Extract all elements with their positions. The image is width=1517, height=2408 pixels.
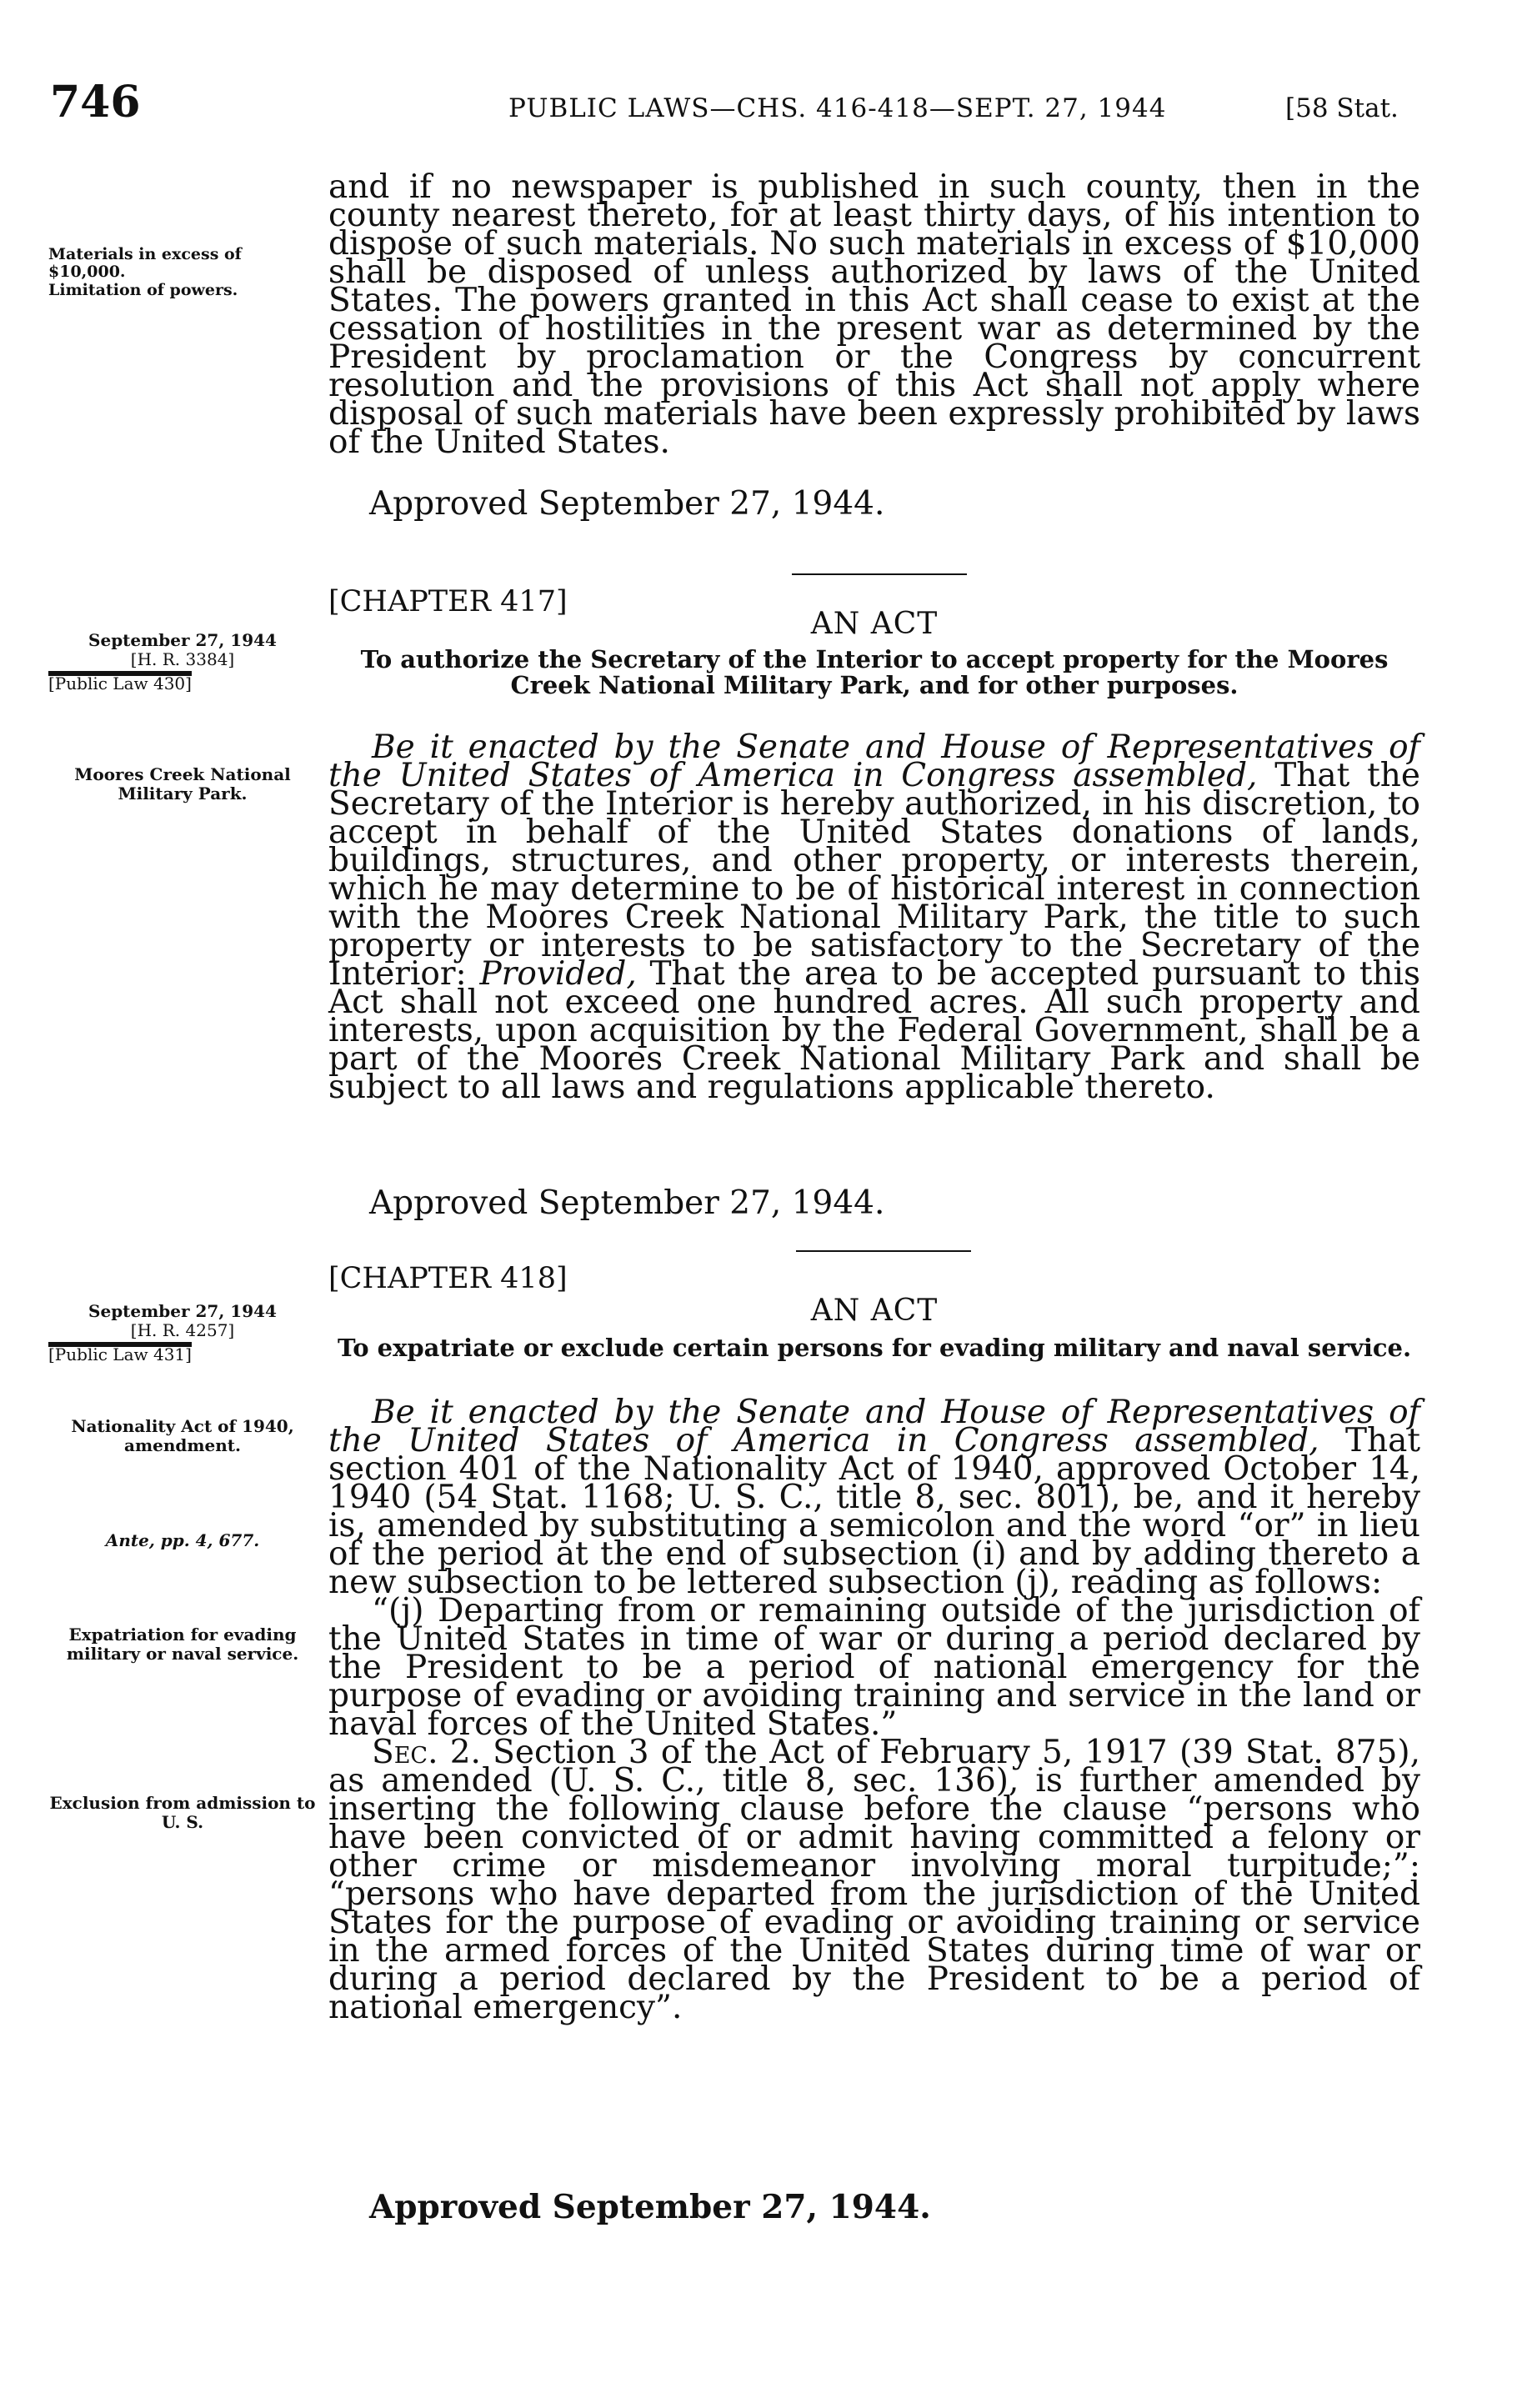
chapter-418-heading: [CHAPTER 418]: [328, 1262, 568, 1295]
continuation-text: and if no newspaper is published in such county, then in the county nearest thereto, for at least thirty days, of his intention to dispose of such materials. No such materials in excess of $10,000 shall be disposed of unless authorized by laws of the United States. The powers granted in this Act shall cease to exist at the cessation of hostilities in the present war as determined by the President by proclamation or the Congress by concurrent resolution and the provisions of this Act shall not apply where disposal of such materials have been expressly prohibited by laws of the United States.: [328, 168, 1420, 461]
continuation-paragraph: [328, 168, 1420, 461]
chapter-417-text-b: That the area to be accepted pursuant to this Act shall not exceed one hundred acres. All such property and interests, upon acquisition by the Federal Government, shall be a part of the Moores Creek National Military Park and shall be subject to all laws and regulations applicable thereto.: [328, 955, 1421, 1106]
margin-bill-417: [H. R. 3384]: [130, 649, 235, 669]
act-title-417: AN ACT: [810, 607, 939, 641]
margin-bill-block-417: [48, 630, 317, 693]
margin-bill-block-418: [48, 1301, 317, 1364]
chapter-418-body: [328, 1394, 1421, 2026]
section-rule: [796, 1250, 971, 1252]
approval-line-418: Approved September 27, 1944.: [369, 2188, 931, 2226]
margin-date-418: September 27, 1944: [88, 1301, 277, 1321]
chapter-418-section-2: [328, 1734, 1421, 2026]
margin-note-ante: Ante, pp. 4, 677.: [105, 1530, 260, 1550]
section-rule: [792, 573, 967, 575]
subsection-j: “(j) Departing from or remaining outside of the jurisdiction of the United States in time of war or during a period declared by the President to be a period of national emergency for the purpose of evading or avoiding training and service in the land or naval forces of the United States.”: [328, 1592, 1420, 1743]
margin-note-nationality-act: Nationality Act of 1940, amendment.: [71, 1416, 294, 1455]
margin-note-expatriation: Expatriation for evading military or naval service.: [66, 1625, 299, 1664]
chapter-418-section-1: [328, 1394, 1420, 1601]
running-head: PUBLIC LAWS—CHS. 416-418—SEPT. 27, 1944: [508, 93, 1167, 123]
sec-2-label: Sec. 2.: [372, 1734, 481, 1771]
chapter-417-paragraph: [328, 728, 1421, 1106]
margin-note-moores-creek: Moores Creek National Military Park.: [74, 764, 291, 804]
margin-bill-418: [H. R. 4257]: [130, 1320, 235, 1340]
purpose-418: To expatriate or exclude certain persons for evading military and naval service.: [337, 1334, 1412, 1362]
margin-law-417: [Public Law 430]: [48, 671, 192, 676]
margin-note-limitation: Limitation of powers.: [48, 281, 238, 299]
volume-reference: [58 Stat.: [1285, 93, 1399, 123]
chapter-418-section-1-text: That section 401 of the Nationality Act of 1940, approved October 14, 1940 (54 Stat. 1168; U. S. C., title 8, sec. 801), be, and it hereby is, amended by substituting a semicolon and the word “or” in lieu of the period at the end of subsection (i) and by adding thereto a new subsection to be lettered subsection (j), reading as follows:: [328, 1422, 1420, 1601]
chapter-417-body: [328, 728, 1421, 1106]
page-number: 746: [50, 77, 141, 128]
approval-line-417: Approved September 27, 1944.: [369, 1184, 885, 1222]
approval-line-1: Approved September 27, 1944.: [369, 485, 885, 523]
margin-note-materials: Materials in excess of $10,000.: [48, 245, 242, 281]
chapter-417-text-a: That the Secretary of the Interior is hereby authorized, in his discretion, to accept in behalf of the United States donations of lands, buildings, structures, and other property, or interests therein, which he may determine to be of historical interest in connection with the Moores Creek National Military Park, the title to such property or interests to be satisfactory to the Secretary of the Interior:: [328, 757, 1420, 993]
provided-417: Provided,: [479, 955, 637, 993]
chapter-417-heading: [CHAPTER 417]: [328, 585, 568, 618]
margin-law-418: [Public Law 431]: [48, 1342, 192, 1347]
margin-note-exclusion: Exclusion from admission to U. S.: [49, 1793, 316, 1832]
act-title-418: AN ACT: [810, 1294, 939, 1328]
purpose-417: To authorize the Secretary of the Interior to accept property for the Moores Creek National Military Park, and for other purposes.: [360, 645, 1389, 699]
margin-date-417: September 27, 1944: [88, 630, 277, 650]
enacting-clause-417: Be it enacted by the Senate and House of Representatives of the United States of America in Congress assembled,: [328, 728, 1420, 794]
sec-2-text: Section 3 of the Act of February 5, 1917 (39 Stat. 875), as amended (U. S. C., title 8, sec. 136), is further amended by inserting the following clause before the clause “persons who have been convicted of or admit having committed a felony or other crime or misdemeanor involving moral turpitude;”: “persons who have departed from the jurisdiction of the United States for the purpose of evading or avoiding training or service in the armed forces of the United States during time of war or during a period declared by the President to be a period of national emergency”.: [328, 1734, 1421, 2026]
enacting-clause-418: Be it enacted by the Senate and House of Representatives of the United States of America in Congress assembled,: [328, 1394, 1420, 1459]
